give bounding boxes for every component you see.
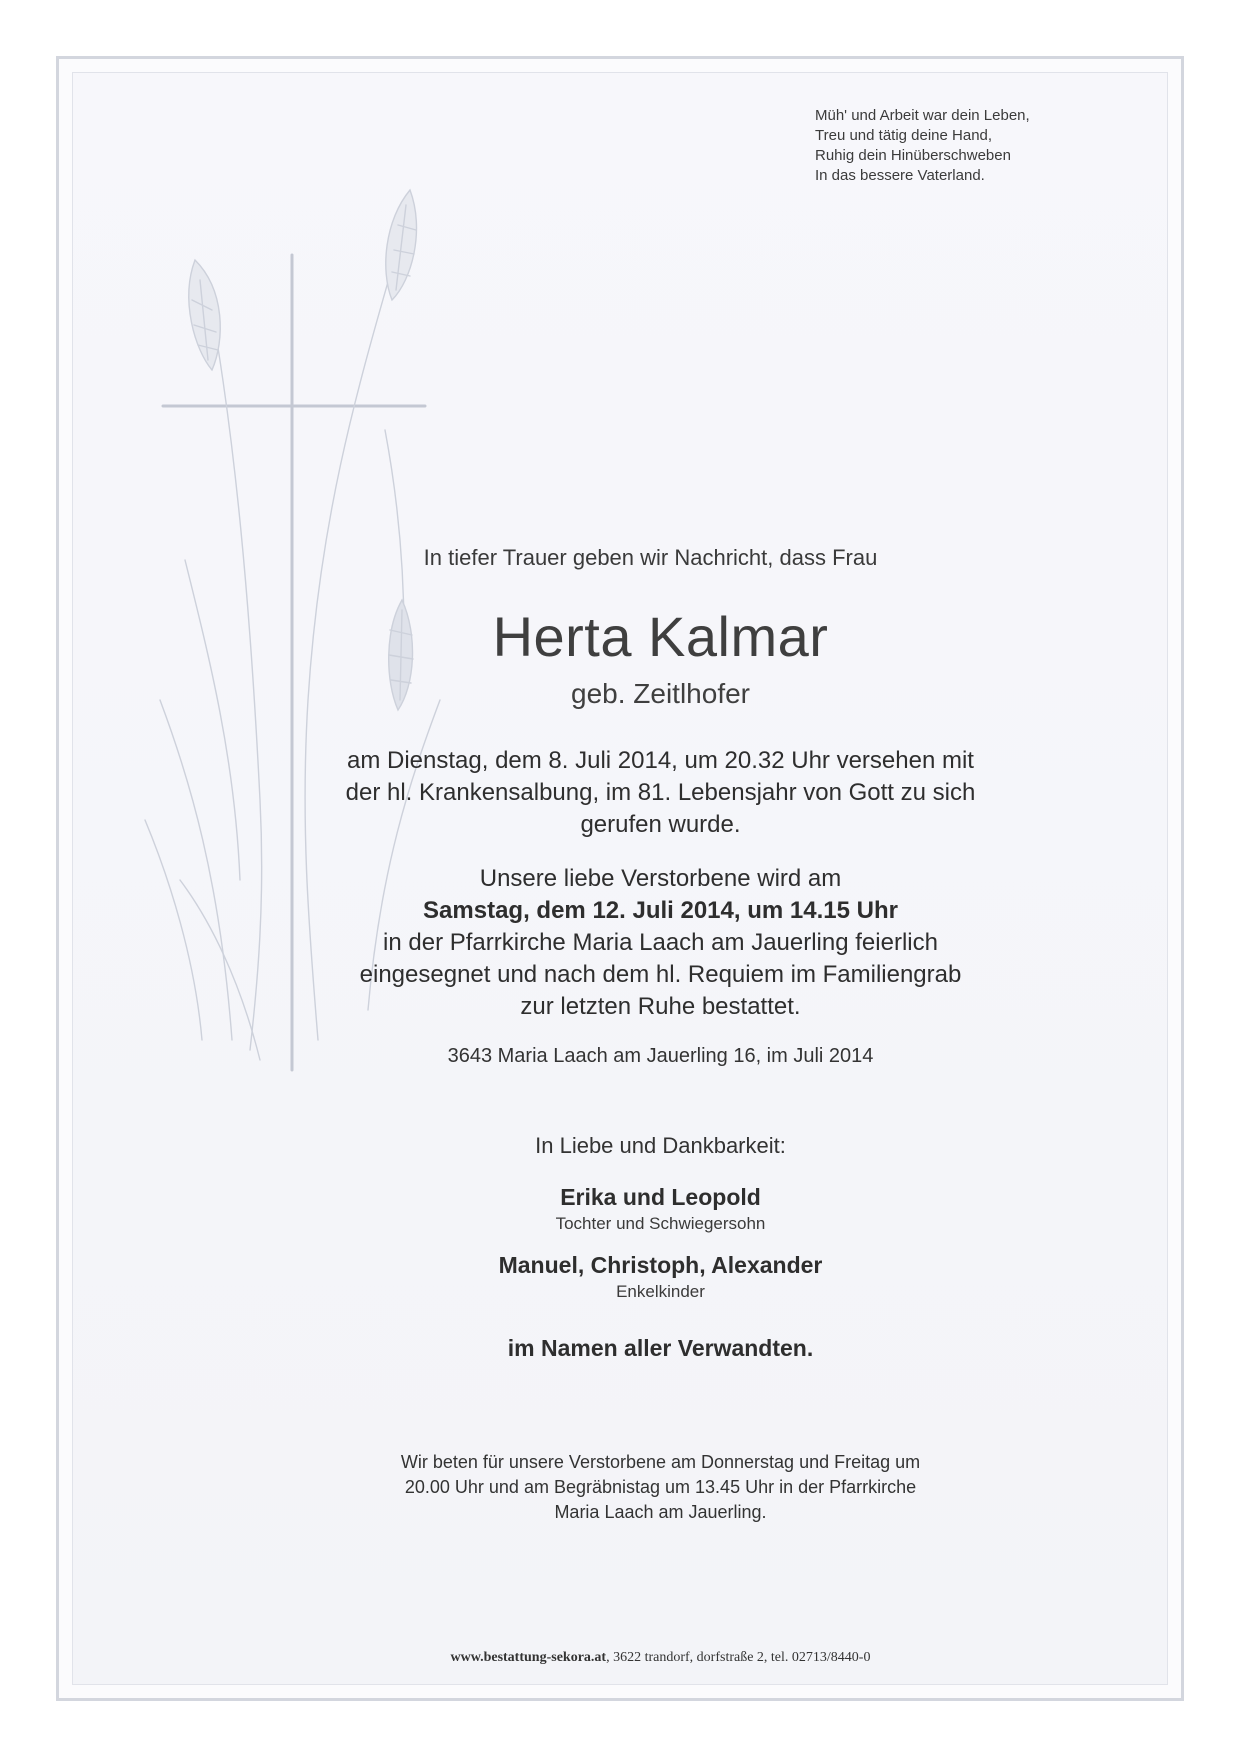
- funeral-line: in der Pfarrkirche Maria Laach am Jauerling feierlich: [383, 929, 938, 956]
- prayer-line: Wir beten für unsere Verstorbene am Donnerstag und Freitag um: [400, 1452, 921, 1472]
- verse-line: Ruhig dein Hinüberschweben: [815, 147, 1011, 164]
- verse-line: Treu und tätig deine Hand,: [815, 127, 993, 144]
- funeral-date: Samstag, dem 12. Juli 2014, um 14.15 Uhr: [423, 897, 898, 924]
- footer-address: , 3622 trandorf, dorfstraße 2, tel. 02713/8440-0: [606, 1650, 871, 1665]
- family-name: Erika und Leopold: [560, 1184, 761, 1210]
- deceased-name: Herta Kalmar: [492, 605, 829, 668]
- death-notice-line: der hl. Krankensalbung, im 81. Lebensjahr von Gott zu sich: [345, 779, 976, 806]
- family-relation: Enkelkinder: [616, 1282, 705, 1301]
- prayer-line: 20.00 Uhr und am Begräbnistag um 13.45 Uhr in der Pfarrkirche: [404, 1477, 917, 1497]
- family-relation: Tochter und Schwiegersohn: [555, 1214, 766, 1233]
- family-name: Manuel, Christoph, Alexander: [498, 1252, 823, 1278]
- thanks-heading: In Liebe und Dankbarkeit:: [535, 1133, 786, 1158]
- funeral-details: [0, 863, 1241, 1023]
- funeral-line: zur letzten Ruhe bestattet.: [520, 993, 801, 1020]
- death-notice: [0, 745, 1241, 841]
- verse-block: [815, 106, 1030, 186]
- maiden-name: geb. Zeitlhofer: [571, 678, 750, 709]
- closing-line: im Namen aller Verwandten.: [507, 1335, 814, 1361]
- footer-url[interactable]: www.bestattung-sekora.at: [450, 1650, 607, 1665]
- prayer-notice: [0, 1450, 1241, 1525]
- place-date: 3643 Maria Laach am Jauerling 16, im Juli 2014: [447, 1045, 874, 1067]
- verse-line: In das bessere Vaterland.: [815, 167, 985, 184]
- funeral-line: eingesegnet und nach dem hl. Requiem im Familiengrab: [359, 961, 962, 988]
- prayer-line: Maria Laach am Jauerling.: [554, 1502, 767, 1522]
- funeral-line: Unsere liebe Verstorbene wird am: [479, 865, 842, 892]
- footer: [0, 1650, 1241, 1666]
- verse-line: Müh' und Arbeit war dein Leben,: [815, 107, 1030, 124]
- death-notice-line: gerufen wurde.: [580, 811, 741, 838]
- death-notice-line: am Dienstag, dem 8. Juli 2014, um 20.32 Uhr versehen mit: [347, 747, 974, 774]
- intro-text: In tiefer Trauer geben wir Nachricht, dass Frau: [423, 545, 878, 570]
